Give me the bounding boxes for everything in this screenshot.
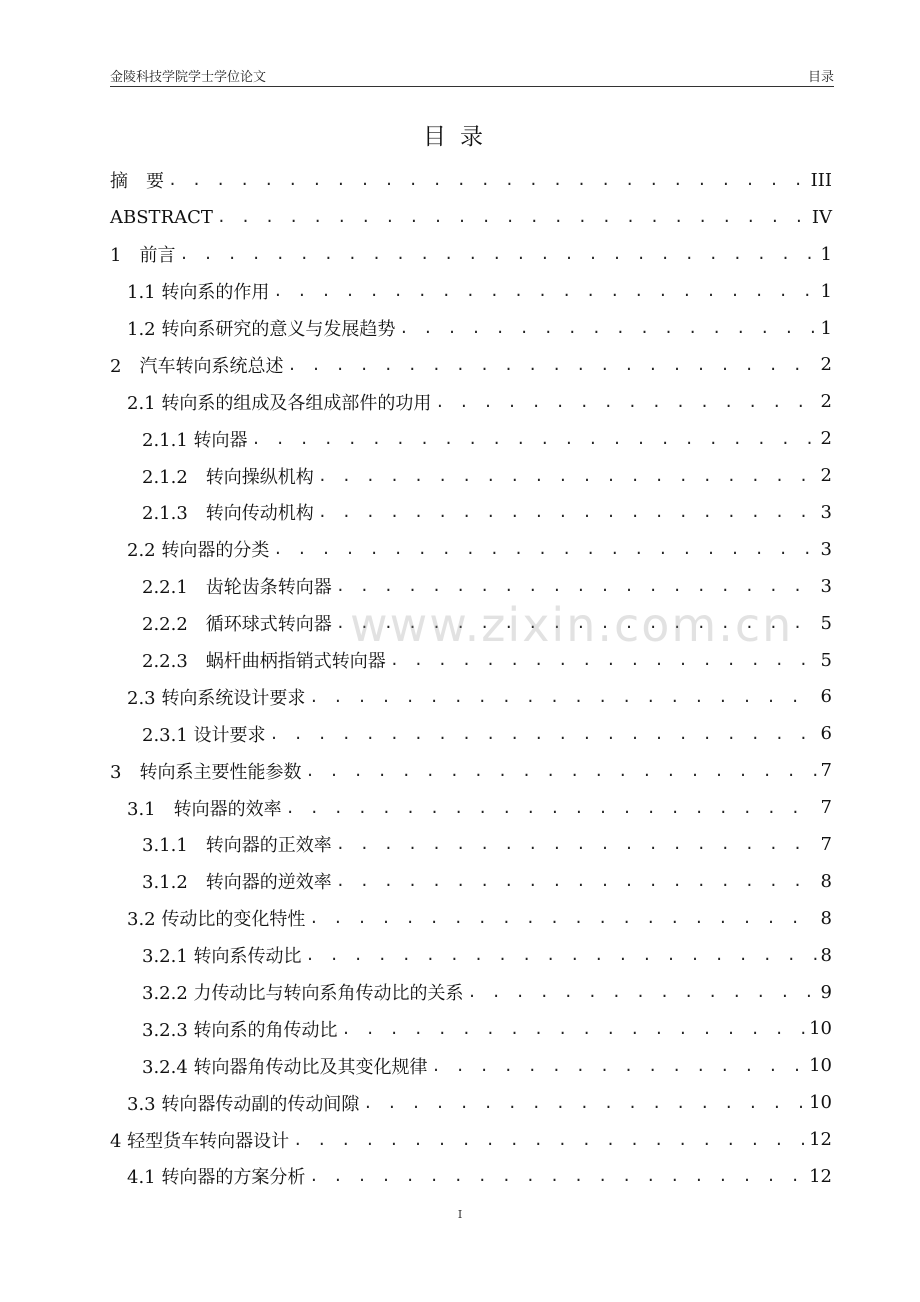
- toc-entry[interactable]: [110, 568, 832, 605]
- toc-entry[interactable]: [110, 752, 832, 789]
- toc-entry[interactable]: [110, 789, 832, 826]
- header-section-name: 目录: [807, 70, 834, 85]
- toc-entry-page: 12: [809, 1129, 832, 1151]
- toc-leader-dots: [432, 1057, 806, 1075]
- toc-leader-dots: [336, 577, 817, 595]
- toc-entry-page: 10: [809, 1055, 832, 1077]
- toc-entry-page: 1: [820, 280, 832, 302]
- toc-entry-page: 7: [820, 833, 832, 855]
- toc-entry[interactable]: [110, 1010, 832, 1047]
- toc-entry-label: 4.1 转向器的方案分析: [127, 1167, 306, 1189]
- toc-entry-label: 2.1.2 转向操纵机构: [142, 466, 314, 488]
- toc-leader-dots: [336, 835, 817, 853]
- toc-entry-page: III: [810, 169, 832, 191]
- toc-entry-page: 3: [820, 538, 832, 560]
- toc-leader-dots: [217, 208, 808, 226]
- toc-entry-page: 2: [820, 391, 832, 413]
- toc-entry[interactable]: [110, 494, 832, 531]
- toc-entry-page: 1: [820, 317, 832, 339]
- toc-entry-label: 3.1 转向器的效率: [127, 798, 282, 820]
- toc-leader-dots: [306, 946, 817, 964]
- toc-leader-dots: [318, 467, 817, 485]
- toc-entry-page: 3: [820, 501, 832, 523]
- toc-entry-label: 2.1.1 转向器: [142, 429, 248, 451]
- header-school-name: 金陵科技学院学士学位论文: [110, 70, 267, 85]
- toc-entry-label: 3.2.3 转向系的角传动比: [142, 1019, 338, 1041]
- toc-entry[interactable]: [110, 531, 832, 568]
- toc-leader-dots: [399, 319, 816, 337]
- toc-entry-page: 9: [820, 981, 832, 1003]
- toc-entry[interactable]: [110, 974, 832, 1011]
- toc-leader-dots: [273, 540, 816, 558]
- toc-entry[interactable]: [110, 346, 832, 383]
- page-number: I: [457, 1208, 463, 1221]
- toc-entry-page: 8: [820, 870, 832, 892]
- toc-leader-dots: [318, 503, 817, 521]
- watermark: www.zixin.com.cn: [350, 598, 794, 652]
- toc-entry-page: 5: [820, 612, 832, 634]
- toc-entry-label: 3 转向系主要性能参数: [110, 761, 302, 783]
- toc-entry-label: 3.1.2 转向器的逆效率: [142, 872, 332, 894]
- toc-entry[interactable]: [110, 937, 832, 974]
- toc-entry-page: 2: [820, 354, 832, 376]
- toc-entry-label: 4 轻型货车转向器设计: [110, 1130, 290, 1152]
- toc-entry[interactable]: [110, 383, 832, 420]
- toc-entry-page: 6: [820, 686, 832, 708]
- toc-entry[interactable]: [110, 715, 832, 752]
- toc-entry-page: IV: [811, 206, 832, 228]
- toc-entry-label: 2.2.3 蜗杆曲柄指销式转向器: [142, 651, 386, 673]
- toc-entry-label: 3.2.2 力传动比与转向系角传动比的关系: [142, 983, 464, 1005]
- toc-entry-label: 1 前言: [110, 245, 176, 267]
- toc-leader-dots: [252, 430, 817, 448]
- toc-entry[interactable]: [110, 162, 832, 199]
- toc-entry-label: 1.2 转向系研究的意义与发展趋势: [127, 319, 396, 340]
- toc-leader-dots: [273, 282, 816, 300]
- toc-entry-page: 8: [820, 944, 832, 966]
- toc-entry-page: 7: [820, 760, 832, 782]
- toc-entry[interactable]: [110, 826, 832, 863]
- toc-entry-label: 2.3 转向系统设计要求: [127, 687, 306, 709]
- toc-entry-page: 10: [809, 1018, 832, 1040]
- toc-entry[interactable]: [110, 420, 832, 457]
- toc-entry-label: 3.2 传动比的变化特性: [127, 909, 306, 931]
- toc-entry-label: 2.1 转向系的组成及各组成部件的功用: [127, 392, 432, 414]
- toc-entry-page: 2: [820, 465, 832, 487]
- page-header: [110, 62, 834, 87]
- toc-entry-label: 2.2 转向器的分类: [127, 540, 270, 562]
- toc-entry-label: 3.3 转向器传动副的传动间隙: [127, 1093, 360, 1115]
- toc-leader-dots: [336, 872, 817, 890]
- toc-entry[interactable]: [110, 1121, 832, 1158]
- toc-entry-page: 6: [820, 723, 832, 745]
- toc-entry[interactable]: [110, 1158, 832, 1195]
- toc-leader-dots: [468, 983, 817, 1001]
- table-of-contents: [110, 162, 832, 1195]
- toc-entry-label: 3.2.4 转向器角传动比及其变化规律: [142, 1056, 428, 1078]
- toc-entry-page: 5: [820, 649, 832, 671]
- toc-entry-page: 10: [809, 1092, 832, 1114]
- toc-entry-label: 2.1.3 转向传动机构: [142, 503, 314, 525]
- toc-leader-dots: [168, 171, 807, 189]
- toc-entry-page: 3: [820, 575, 832, 597]
- toc-entry[interactable]: [110, 199, 832, 236]
- toc-entry[interactable]: [110, 642, 832, 679]
- toc-leader-dots: [179, 245, 816, 263]
- toc-entry-page: 1: [820, 243, 832, 265]
- toc-entry[interactable]: [110, 900, 832, 937]
- toc-entry-label: 3.1.1 转向器的正效率: [142, 835, 332, 857]
- toc-entry-label: 2.2.1 齿轮齿条转向器: [142, 577, 332, 599]
- toc-entry-label: ABSTRACT: [110, 206, 213, 228]
- toc-leader-dots: [435, 393, 816, 411]
- toc-leader-dots: [287, 356, 816, 374]
- toc-leader-dots: [305, 762, 816, 780]
- toc-entry[interactable]: [110, 678, 832, 715]
- toc-leader-dots: [336, 614, 817, 632]
- page-title: 目录: [423, 124, 497, 150]
- toc-entry-page: 2: [820, 428, 832, 450]
- toc-entry-page: 8: [820, 907, 832, 929]
- toc-entry[interactable]: [110, 863, 832, 900]
- toc-leader-dots: [390, 651, 817, 669]
- toc-entry-label: 摘 要: [110, 171, 164, 193]
- toc-entry[interactable]: [110, 605, 832, 642]
- toc-entry[interactable]: [110, 236, 832, 273]
- toc-leader-dots: [270, 725, 817, 743]
- toc-entry-label: 2 汽车转向系统总述: [110, 355, 284, 377]
- toc-entry-label: 2.3.1 设计要求: [142, 724, 266, 746]
- toc-entry[interactable]: [110, 1084, 832, 1121]
- toc-entry[interactable]: [110, 310, 832, 347]
- toc-entry-label: 1.1 转向系的作用: [127, 282, 270, 304]
- toc-entry[interactable]: [110, 1047, 832, 1084]
- toc-entry[interactable]: [110, 273, 832, 310]
- toc-entry[interactable]: [110, 457, 832, 494]
- toc-leader-dots: [293, 1131, 805, 1149]
- toc-leader-dots: [342, 1020, 806, 1038]
- toc-entry-label: 2.2.2 循环球式转向器: [142, 614, 332, 636]
- toc-entry-label: 3.2.1 转向系传动比: [142, 946, 302, 968]
- toc-leader-dots: [363, 1094, 805, 1112]
- toc-leader-dots: [309, 909, 816, 927]
- toc-leader-dots: [309, 1167, 805, 1185]
- toc-entry-page: 7: [820, 797, 832, 819]
- toc-entry-page: 12: [809, 1165, 832, 1187]
- toc-leader-dots: [309, 688, 816, 706]
- toc-leader-dots: [286, 799, 817, 817]
